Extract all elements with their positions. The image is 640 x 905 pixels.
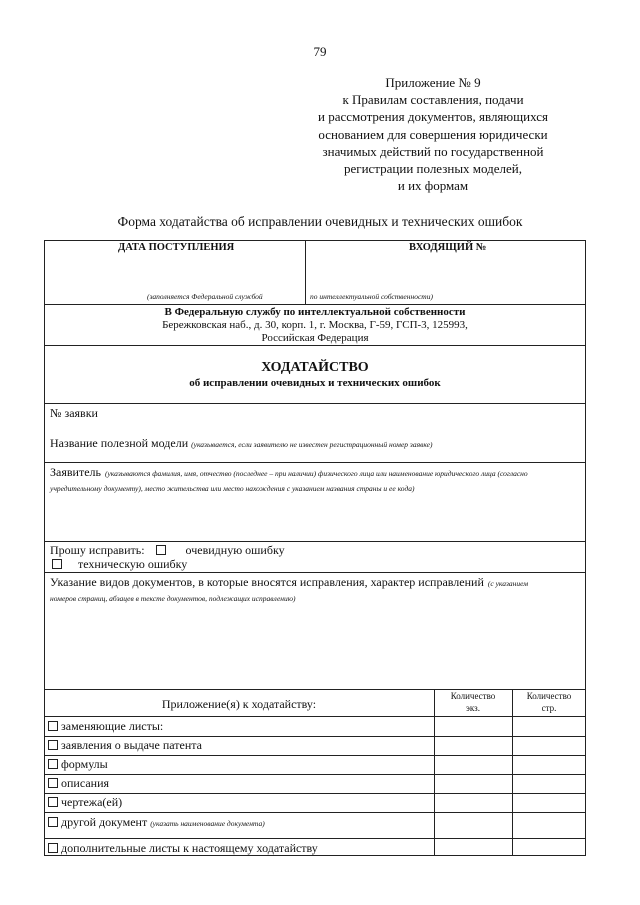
attachment-checkbox[interactable] xyxy=(48,721,58,731)
pages-header-line1: Количество xyxy=(526,691,572,701)
applicant-note: (указываются фамилия, имя, отчество (последнее – при наличии) физического лица или наименование юридического лица (согласно учредительному документу), место жительства или место нахождения с указанием названия страны и ее кода) xyxy=(50,469,528,493)
attachment-checkbox[interactable] xyxy=(48,797,58,807)
correction-prompt-row xyxy=(50,543,285,558)
utility-model-name-label xyxy=(50,436,432,451)
attachment-label: дополнительные листы к настоящему ходатайству xyxy=(61,841,318,855)
attachment-row-claims xyxy=(48,757,108,772)
appendix-line: регистрации полезных моделей, xyxy=(343,161,523,177)
appendix-line: значимых действий по государственной xyxy=(322,143,544,159)
attachment-note: (указать наименование документа) xyxy=(150,819,265,828)
divider xyxy=(44,812,586,813)
copies-header-line2: экз. xyxy=(466,703,480,713)
pages-header-line2: стр. xyxy=(541,703,557,713)
divider xyxy=(44,345,586,346)
obvious-error-label: очевидную ошибку xyxy=(185,543,285,557)
applicant-block xyxy=(50,465,580,495)
documents-note-part2: номеров страниц, абзацев в тексте документов, подлежащих исправлению) xyxy=(50,594,296,603)
model-name-label: Название полезной модели xyxy=(50,436,189,450)
attachment-checkbox[interactable] xyxy=(48,759,58,769)
form-title: Форма ходатайства об исправлении очевидных и технических ошибок xyxy=(117,214,523,229)
fill-note-right: по интеллектуальной собственности) xyxy=(310,292,433,301)
attachment-checkbox[interactable] xyxy=(48,778,58,788)
attachment-label: заменяющие листы: xyxy=(61,719,164,733)
date-received-label: ДАТА ПОСТУПЛЕНИЯ xyxy=(118,242,235,253)
divider xyxy=(512,689,513,856)
petition-subtitle: об исправлении очевидных и технических ошибок xyxy=(189,377,441,389)
attachment-row-other-document xyxy=(48,815,265,830)
attachment-row-patent-application xyxy=(48,738,202,753)
divider xyxy=(44,541,586,542)
documents-note-part1: (с указанием xyxy=(487,579,529,588)
attachments-header: Приложение(я) к ходатайству: xyxy=(161,697,317,711)
divider xyxy=(44,793,586,794)
attachment-row-additional-sheets xyxy=(48,841,318,856)
divider xyxy=(434,689,435,856)
copies-column-header xyxy=(434,690,512,714)
application-number-label: № заявки xyxy=(50,406,98,420)
technical-error-label: техническую ошибку xyxy=(78,557,188,571)
correction-prompt: Прошу исправить: xyxy=(50,543,145,557)
addressee-title: В Федеральную службу по интеллектуальной собственности xyxy=(164,306,466,318)
attachment-row-replacement-sheets xyxy=(48,719,163,734)
petition-title: ХОДАТАЙСТВО xyxy=(261,360,369,375)
attachment-label: заявления о выдаче патента xyxy=(61,738,202,752)
divider xyxy=(44,716,586,717)
divider xyxy=(44,572,586,573)
appendix-line: и рассмотрения документов, являющихся xyxy=(318,109,548,125)
attachment-label: другой документ xyxy=(61,815,148,829)
divider xyxy=(44,755,586,756)
divider xyxy=(44,462,586,463)
pages-column-header xyxy=(512,690,586,714)
divider xyxy=(44,736,586,737)
fill-note-left: (заполняется Федеральной службой xyxy=(147,292,263,301)
applicant-label: Заявитель xyxy=(50,465,101,479)
documents-label: Указание видов документов, в которые вносятся исправления, характер исправлений xyxy=(50,575,484,589)
technical-error-row xyxy=(52,557,187,572)
attachment-row-description xyxy=(48,776,109,791)
attachment-label: формулы xyxy=(61,757,108,771)
attachment-label: чертежа(ей) xyxy=(61,795,123,809)
model-name-note: (указывается, если заявителю не известен регистрационный номер заявке) xyxy=(191,440,433,449)
appendix-reference xyxy=(268,74,598,194)
divider xyxy=(44,838,586,839)
attachment-checkbox[interactable] xyxy=(48,843,58,853)
page-number: 79 xyxy=(313,44,327,59)
copies-header-line1: Количество xyxy=(450,691,496,701)
divider xyxy=(44,774,586,775)
appendix-line: к Правилам составления, подачи xyxy=(342,92,524,108)
documents-block xyxy=(50,575,583,605)
appendix-line: основанием для совершения юридически xyxy=(318,126,548,142)
addressee-block xyxy=(44,306,586,345)
addressee-country: Российская Федерация xyxy=(261,332,369,344)
appendix-line: и их формам xyxy=(397,178,469,194)
divider xyxy=(305,240,306,304)
divider xyxy=(44,403,586,404)
appendix-line: Приложение № 9 xyxy=(385,75,481,90)
incoming-number-label: ВХОДЯЩИЙ № xyxy=(409,242,487,253)
attachment-checkbox[interactable] xyxy=(48,740,58,750)
attachment-row-drawings xyxy=(48,795,122,810)
technical-error-checkbox[interactable] xyxy=(52,559,62,569)
attachment-checkbox[interactable] xyxy=(48,817,58,827)
obvious-error-checkbox[interactable] xyxy=(156,545,166,555)
attachment-label: описания xyxy=(61,776,110,790)
divider xyxy=(44,304,586,305)
addressee-address: Бережковская наб., д. 30, корп. 1, г. Москва, Г-59, ГСП-3, 125993, xyxy=(162,319,468,331)
